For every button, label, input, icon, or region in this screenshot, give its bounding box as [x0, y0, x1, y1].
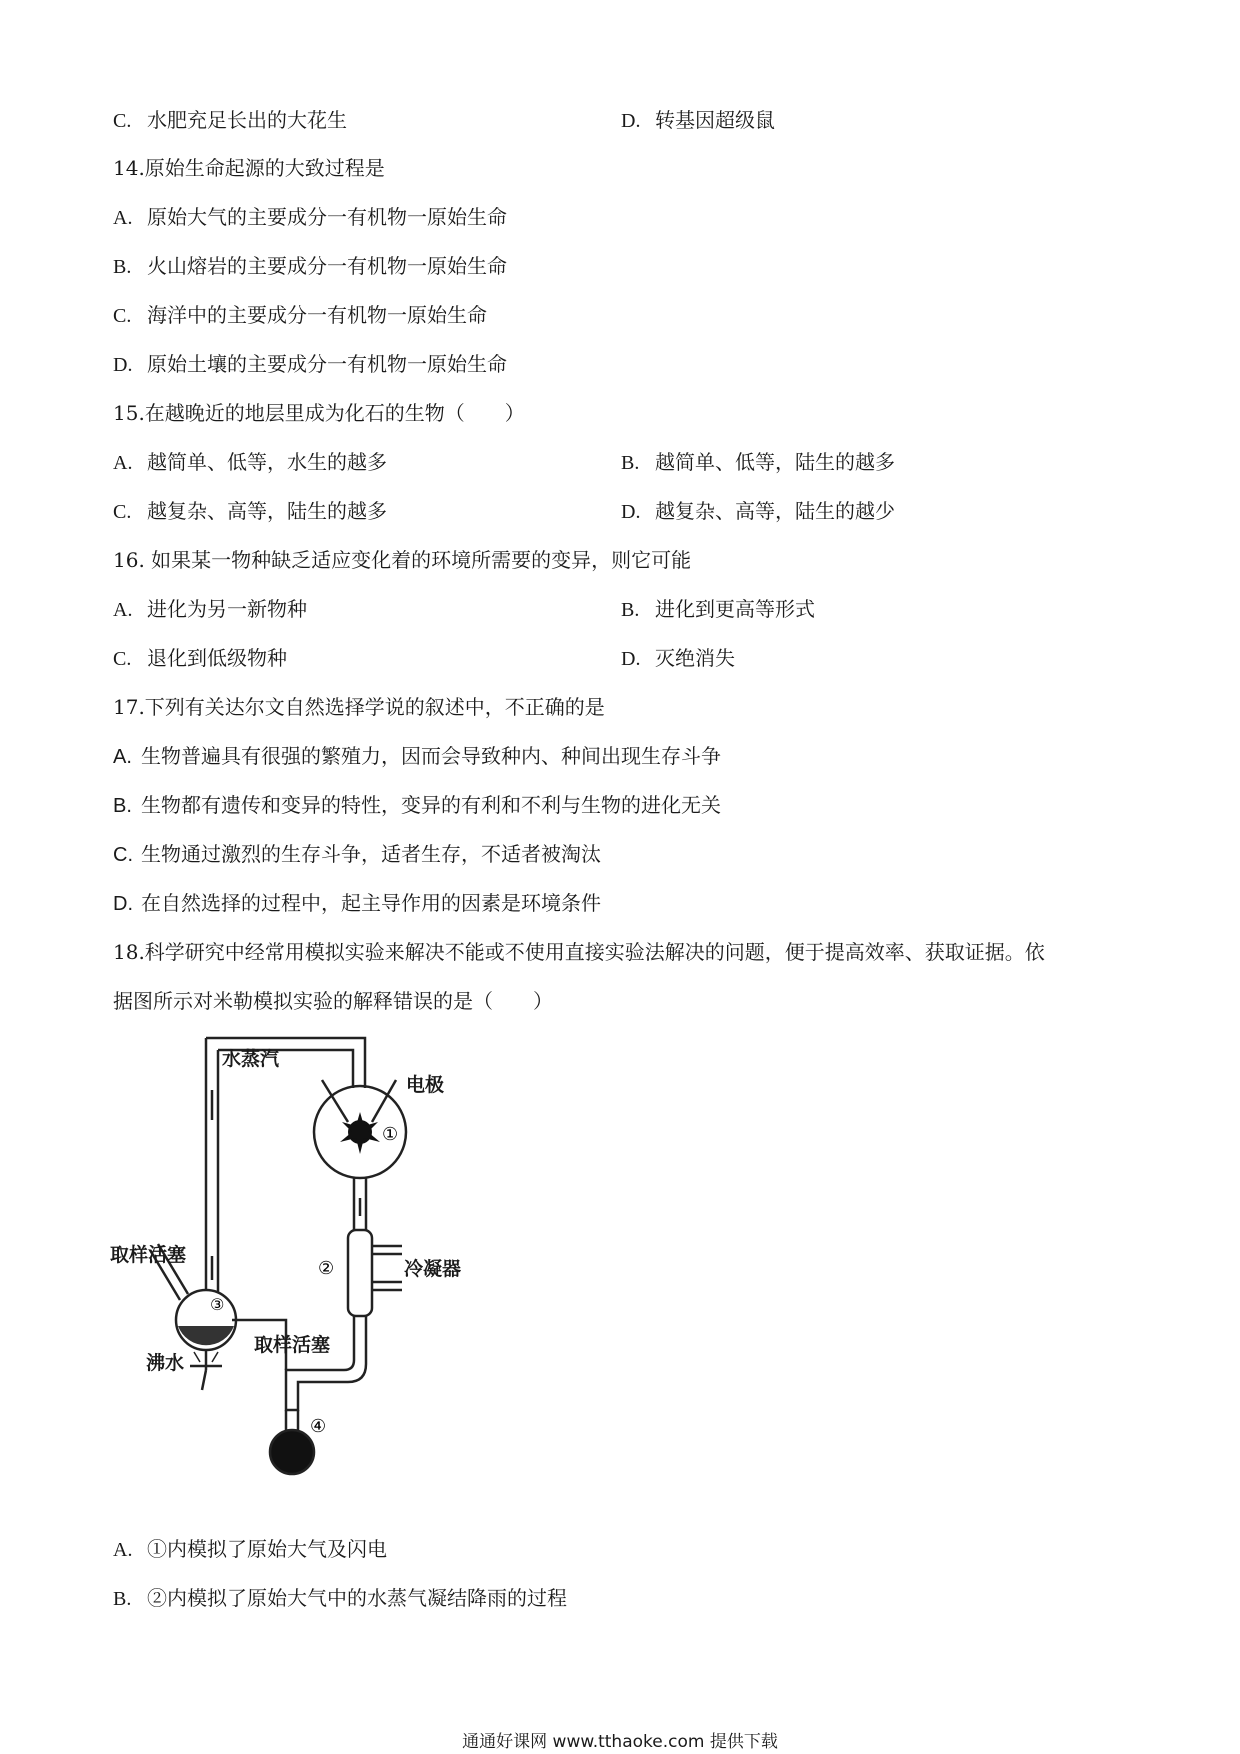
option-letter: D. — [113, 893, 133, 915]
option-text: ②内模拟了原始大气中的水蒸气凝结降雨的过程 — [147, 1586, 567, 1610]
option-letter: A. — [113, 599, 133, 621]
option-letter: A. — [113, 207, 133, 229]
option-letter: A. — [113, 452, 133, 474]
option-c — [113, 841, 601, 868]
label-steam: 水蒸汽 — [222, 1048, 280, 1070]
option-text: 越简单、低等，水生的越多 — [147, 450, 387, 474]
option-text: 原始大气的主要成分一有机物一原始生命 — [147, 205, 507, 229]
question-17-stem: 17.下列有关达尔文自然选择学说的叙述中，不正确的是 — [113, 695, 605, 719]
option-b — [621, 449, 895, 476]
collection-flask — [270, 1430, 314, 1474]
label-stopcock-bottom: 取样活塞 — [254, 1334, 331, 1356]
option-letter: D. — [621, 110, 641, 132]
marker-4: ④ — [310, 1416, 327, 1437]
option-letter: D. — [621, 501, 641, 523]
option-a — [113, 743, 721, 770]
option-c — [113, 302, 487, 329]
option-d — [621, 498, 895, 525]
miller-apparatus-figure — [110, 1030, 480, 1500]
label-electrode: 电极 — [406, 1074, 445, 1096]
option-d — [621, 645, 735, 672]
option-letter: C. — [113, 648, 132, 670]
option-c — [113, 498, 387, 525]
option-c — [113, 645, 287, 672]
label-boiling-water: 沸水 — [146, 1352, 185, 1374]
question-18-stem-line1: 18.科学研究中经常用模拟实验来解决不能或不使用直接实验法解决的问题，便于提高效率、获取证据。依 — [113, 940, 1045, 964]
option-text: 进化到更高等形式 — [655, 597, 815, 621]
option-a — [113, 1536, 387, 1563]
option-a — [113, 596, 307, 623]
option-text: 生物都有遗传和变异的特性，变异的有利和不利与生物的进化无关 — [141, 793, 721, 817]
option-text: 生物普遍具有很强的繁殖力，因而会导致种内、种间出现生存斗争 — [141, 744, 721, 768]
option-b — [113, 792, 721, 819]
option-letter: C. — [113, 305, 132, 327]
option-letter: B. — [621, 599, 640, 621]
option-d — [113, 890, 601, 917]
option-text: 越复杂、高等，陆生的越少 — [655, 499, 895, 523]
condenser-body — [348, 1230, 372, 1316]
option-text: 原始土壤的主要成分一有机物一原始生命 — [147, 352, 507, 376]
option-text: 海洋中的主要成分一有机物一原始生命 — [147, 303, 487, 327]
option-text: 灭绝消失 — [655, 646, 735, 670]
option-letter: C. — [113, 110, 132, 132]
option-a — [113, 449, 387, 476]
option-c — [113, 107, 347, 134]
option-a — [113, 204, 507, 231]
marker-1: ① — [382, 1124, 399, 1145]
option-letter: B. — [113, 256, 132, 278]
option-letter: D. — [113, 354, 133, 376]
option-text: 在自然选择的过程中，起主导作用的因素是环境条件 — [141, 891, 601, 915]
option-text: ①内模拟了原始大气及闪电 — [147, 1537, 387, 1561]
option-letter: D. — [621, 648, 641, 670]
option-b — [113, 1585, 567, 1612]
question-18-stem-line2: 据图所示对米勒模拟实验的解释错误的是（ ） — [113, 989, 553, 1013]
option-text: 退化到低级物种 — [147, 646, 287, 670]
option-text: 水肥充足长出的大花生 — [147, 108, 347, 132]
option-text: 火山熔岩的主要成分一有机物一原始生命 — [147, 254, 507, 278]
marker-2: ② — [318, 1258, 335, 1279]
option-letter: B. — [621, 452, 640, 474]
option-d — [113, 351, 507, 378]
option-letter: A. — [113, 746, 132, 768]
question-16-stem: 16. 如果某一物种缺乏适应变化着的环境所需要的变异，则它可能 — [113, 548, 692, 572]
option-text: 越复杂、高等，陆生的越多 — [147, 499, 387, 523]
option-text: 生物通过激烈的生存斗争，适者生存，不适者被淘汰 — [141, 842, 601, 866]
question-14-stem: 14.原始生命起源的大致过程是 — [113, 156, 385, 180]
option-text: 越简单、低等，陆生的越多 — [655, 450, 895, 474]
option-d — [621, 107, 775, 134]
question-15-stem: 15.在越晚近的地层里成为化石的生物（ ） — [113, 401, 525, 425]
label-stopcock-left: 取样活塞 — [110, 1244, 187, 1266]
page-footer: 通通好课网 www.tthaoke.com 提供下载 — [462, 1732, 778, 1752]
label-condenser: 冷凝器 — [404, 1258, 462, 1280]
option-text: 进化为另一新物种 — [147, 597, 307, 621]
option-letter: A. — [113, 1539, 133, 1561]
option-b — [113, 253, 507, 280]
option-letter: B. — [113, 1588, 132, 1610]
option-letter: C. — [113, 501, 132, 523]
marker-3: ③ — [210, 1295, 225, 1314]
option-b — [621, 596, 815, 623]
option-letter: B. — [113, 795, 132, 817]
option-text: 转基因超级鼠 — [655, 108, 775, 132]
option-letter: C. — [113, 844, 133, 866]
